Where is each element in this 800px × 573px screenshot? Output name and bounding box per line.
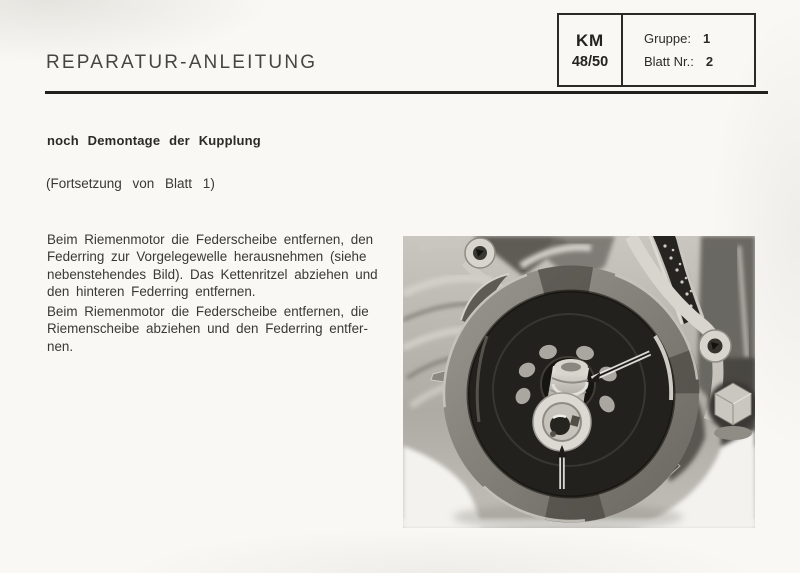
paragraph-1: [47, 231, 409, 301]
bearing-boss-right: [699, 330, 731, 362]
header-code-cell: [559, 15, 623, 85]
paragraph-line: Beim Riemenmotor die Federscheibe entfernen, die: [47, 304, 369, 319]
paragraph-line: nen.: [47, 338, 74, 354]
blatt-label: Blatt Nr.:: [644, 54, 694, 69]
hex-bolt: [708, 381, 755, 440]
header-code: KM: [575, 30, 605, 50]
paragraph-line: den hinteren Federring entfernen.: [47, 284, 256, 300]
paragraph-line: Beim Riemenmotor die Federscheibe entfernen, den: [47, 232, 374, 247]
bearing-boss-top: [465, 238, 495, 268]
paragraph-line: Federring zur Vorgelegewelle herausnehmen (siehe: [47, 249, 367, 265]
header-number: 48/50: [571, 53, 609, 70]
paragraph-line: Riemenscheibe abziehen und den Federring entfer-: [47, 321, 368, 337]
paragraph-line: nebenstehendes Bild). Das Kettenritzel abziehen und: [47, 266, 378, 282]
blatt-value: 2: [705, 54, 714, 69]
continuation-note: (Fortsetzung von Blatt 1): [46, 176, 215, 191]
gruppe-label: Gruppe:: [644, 31, 691, 46]
section-heading: noch Demontage der Kupplung: [47, 133, 261, 148]
clutch-housing-photo: [403, 236, 755, 528]
header-box: [557, 13, 756, 87]
paragraph-2: [47, 303, 409, 355]
gruppe-value: 1: [702, 31, 711, 46]
blatt-row: [644, 54, 754, 69]
gruppe-row: [644, 31, 754, 46]
title-rule: [45, 91, 768, 94]
page-title: REPARATUR-ANLEITUNG: [46, 52, 318, 73]
header-info-cell: [623, 15, 754, 85]
clutch-photo-illustration: [403, 236, 755, 528]
